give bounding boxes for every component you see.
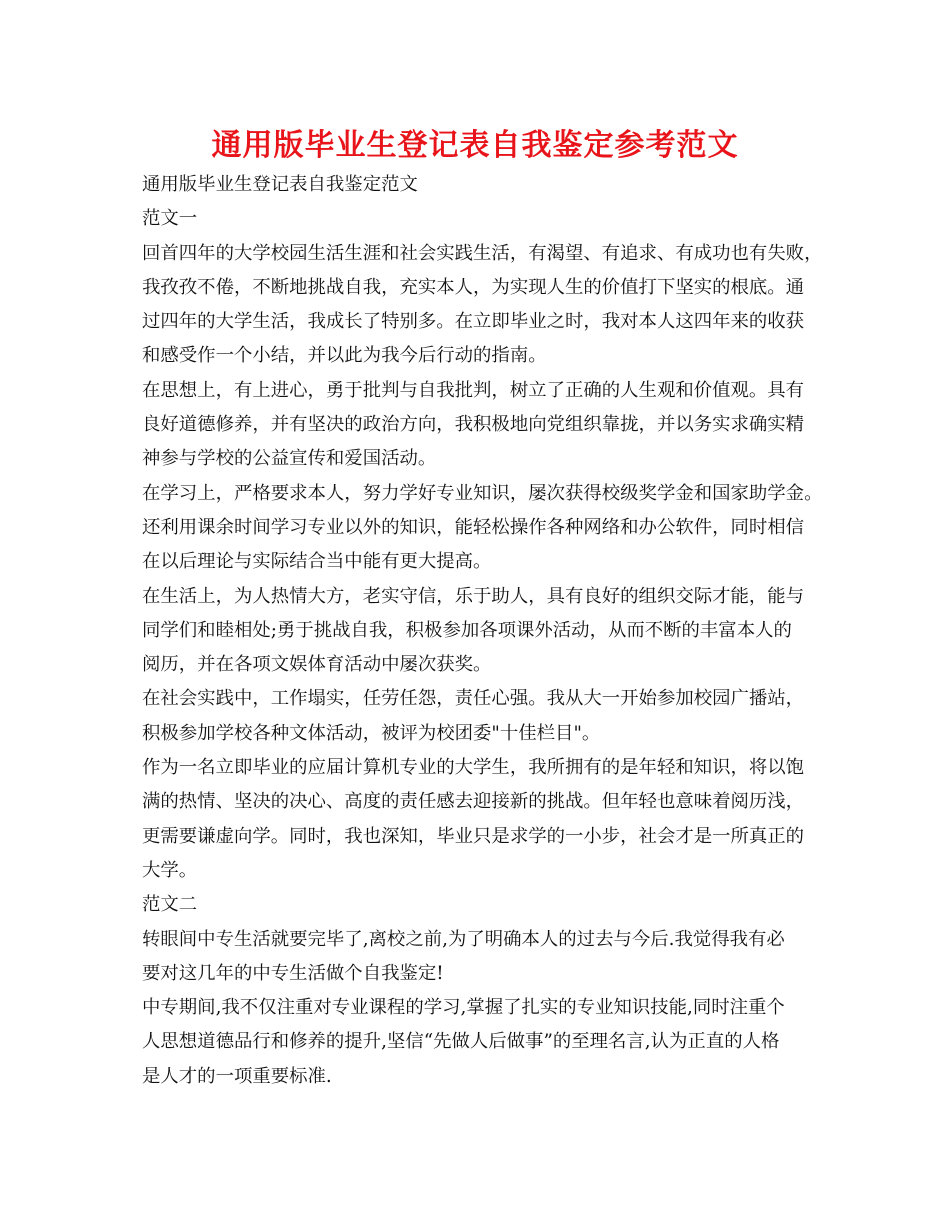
body-paragraph: 作为一名立即毕业的应届计算机专业的大学生，我所拥有的是年轻和知识，将以饱 满的热情、坚决的决心、高度的责任感去迎接新的挑战。但年轻也意味着阅历浅， 更需要谦虚向学。同时，我也深知，毕业只是求学的一小步，社会才是一所真正的 大学。 — [142, 757, 805, 881]
body-paragraph: 在思想上，有上进心，勇于批判与自我批判，树立了正确的人生观和价值观。具有 良好道德修养，并有坚决的政治方向，我积极地向党组织靠拢，并以务实求确实精 神参与学校的公益宣传和爱国活动。 — [142, 379, 805, 470]
document-title: 通用版毕业生登记表自我鉴定参考范文 — [211, 128, 739, 163]
body-paragraph: 中专期间,我不仅注重对专业课程的学习,掌握了扎实的专业知识技能,同时注重个 人思想道德品行和修养的提升,坚信“先做人后做事”的至理名言,认为正直的人格 是人才的一项重要标准. — [142, 997, 785, 1087]
section-heading-sample-two: 范文二 — [142, 894, 198, 916]
subtitle-paragraph: 通用版毕业生登记表自我鉴定范文 — [142, 174, 418, 195]
body-paragraph: 在学习上，严格要求本人，努力学好专业知识，屡次获得校级奖学金和国家助学金。 还利用课余时间学习专业以外的知识，能轻松操作各种网络和办公软件，同时相信 在以后理论与实际结合当中能有更大提高。 — [142, 482, 823, 573]
section-heading-sample-one: 范文一 — [142, 208, 198, 230]
body-paragraph: 在社会实践中，工作塌实，任劳任怨，责任心强。我从大一开始参加校园广播站， 积极参加学校各种文体活动，被评为校团委"十佳栏目"。 — [142, 688, 805, 744]
body-paragraph: 回首四年的大学校园生活生涯和社会实践生活，有渴望、有追求、有成功也有失败， 我孜孜不倦，不断地挑战自我，充实本人，为实现人生的价值打下坚实的根底。通 过四年的大学生活，我成长了特别多。在立即毕业之时，我对本人这四年来的收获 和感受作一个小结，并以此为我今后行动的指南。 — [142, 242, 823, 367]
body-paragraph: 在生活上，为人热情大方，老实守信，乐于助人，具有良好的组织交际才能，能与 同学们和睦相处;勇于挑战自我，积极参加各项课外活动，从而不断的丰富本人的 阅历，并在各项文娱体育活动中屡次获奖。 — [142, 585, 805, 676]
body-paragraph: 转眼间中专生活就要完毕了,离校之前,为了明确本人的过去与今后.我觉得我有必 要对这几年的中专生活做个自我鉴定! — [142, 928, 785, 984]
document-body — [142, 168, 832, 1094]
